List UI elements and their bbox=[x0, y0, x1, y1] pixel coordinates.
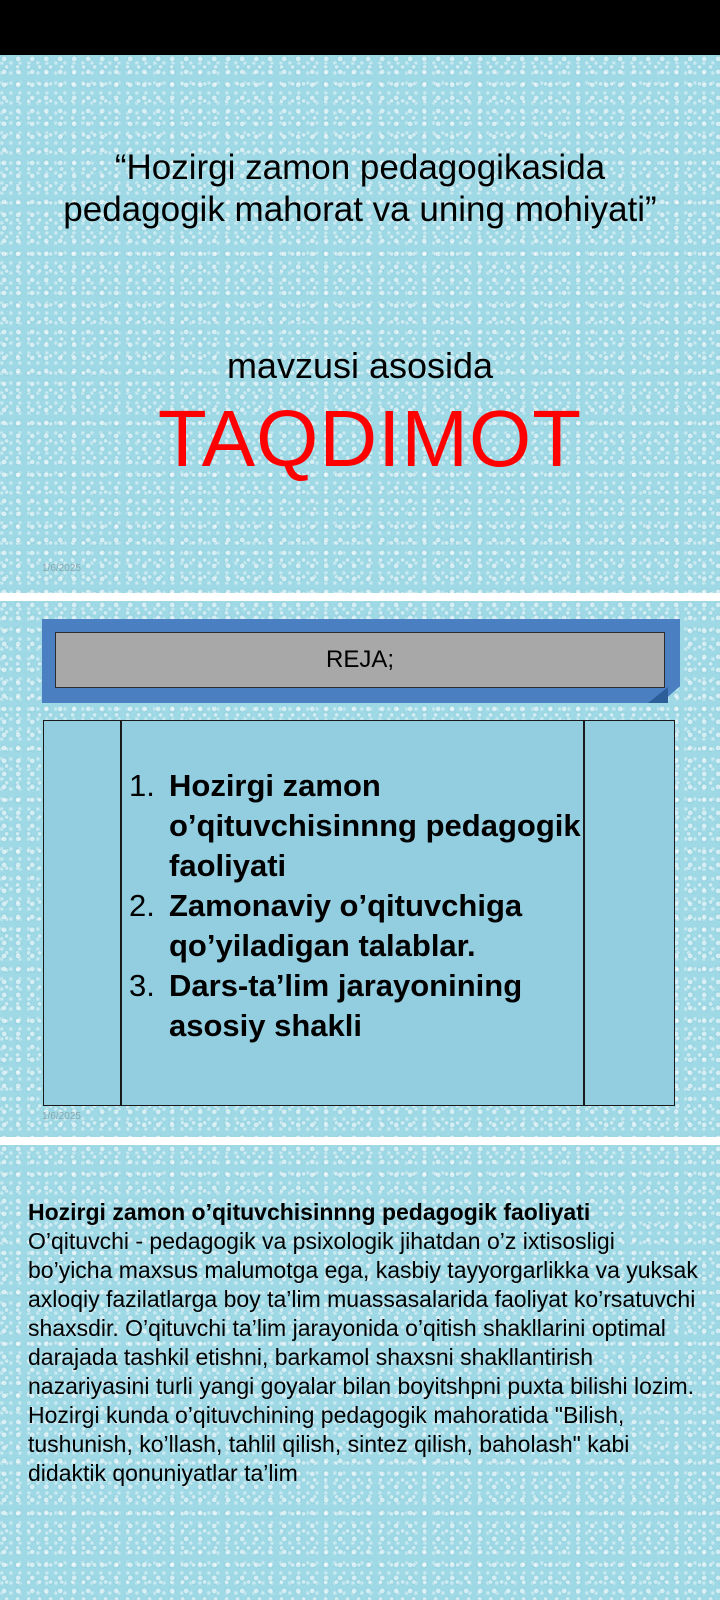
list-item bbox=[129, 966, 589, 1046]
list-item-text: Zamonaviy o’qituvchiga qo’yiladigan talablar. bbox=[169, 888, 523, 963]
slide-date: 1/6/2025 bbox=[42, 563, 81, 574]
top-status-bar bbox=[0, 0, 720, 55]
list-item-text: Dars-ta’lim jarayonining asosiy shakli bbox=[169, 968, 523, 1043]
slide-text[interactable] bbox=[0, 1145, 720, 1600]
list-item-number: 3. bbox=[129, 968, 155, 1003]
slide-paragraph: O’qituvchi - pedagogik va psixologik jihatdan o’z ixtisosligi bo’yicha maxsus malumotga ega, kasbiy tayyorgarlikka va yuksak axloqiy fazilatlarga boy ta’lim muassasalarida faoliyat ko’rsatuvchi shaxsdir. O’qituvchi ta’lim jarayonida o’qitish shakllarini optimal darajada tashkil etishni, barkamol shaxsni shakllantirish nazariyasini turli yangi goyalar bilan boyitshpni puxta bilishi lozim. Hozirgi kunda o’qituvchining pedagogik mahoratida "Bilish, tushunish, ko’llash, tahlil qilish, sintez qilish, baholash" kabi didaktik qonuniyatlar ta’lim bbox=[28, 1228, 698, 1486]
presentation-word: TAQDIMOT bbox=[157, 394, 583, 483]
plan-header: REJA; bbox=[55, 632, 665, 688]
slide-title-text: “Hozirgi zamon pedagogikasida pedagogik mahorat va uning mohiyati” bbox=[63, 148, 657, 229]
list-item-number: 1. bbox=[129, 768, 155, 803]
slide-plan[interactable] bbox=[0, 601, 720, 1137]
list-item bbox=[129, 766, 589, 886]
list-item-text: Hozirgi zamon o’qituvchisinnng pedagogik faoliyati bbox=[169, 768, 581, 883]
plan-list bbox=[129, 766, 589, 1046]
slide-title[interactable] bbox=[0, 55, 720, 593]
list-item bbox=[129, 886, 589, 966]
slide-heading: Hozirgi zamon o’qituvchisinnng pedagogik faoliyati bbox=[28, 1199, 591, 1225]
slide-body bbox=[28, 1198, 700, 1488]
slide-subtitle: mavzusi asosida bbox=[226, 345, 494, 386]
table-divider-left bbox=[120, 721, 122, 1105]
list-item-number: 2. bbox=[129, 888, 155, 923]
slide-date: 1/6/2025 bbox=[42, 1111, 81, 1122]
